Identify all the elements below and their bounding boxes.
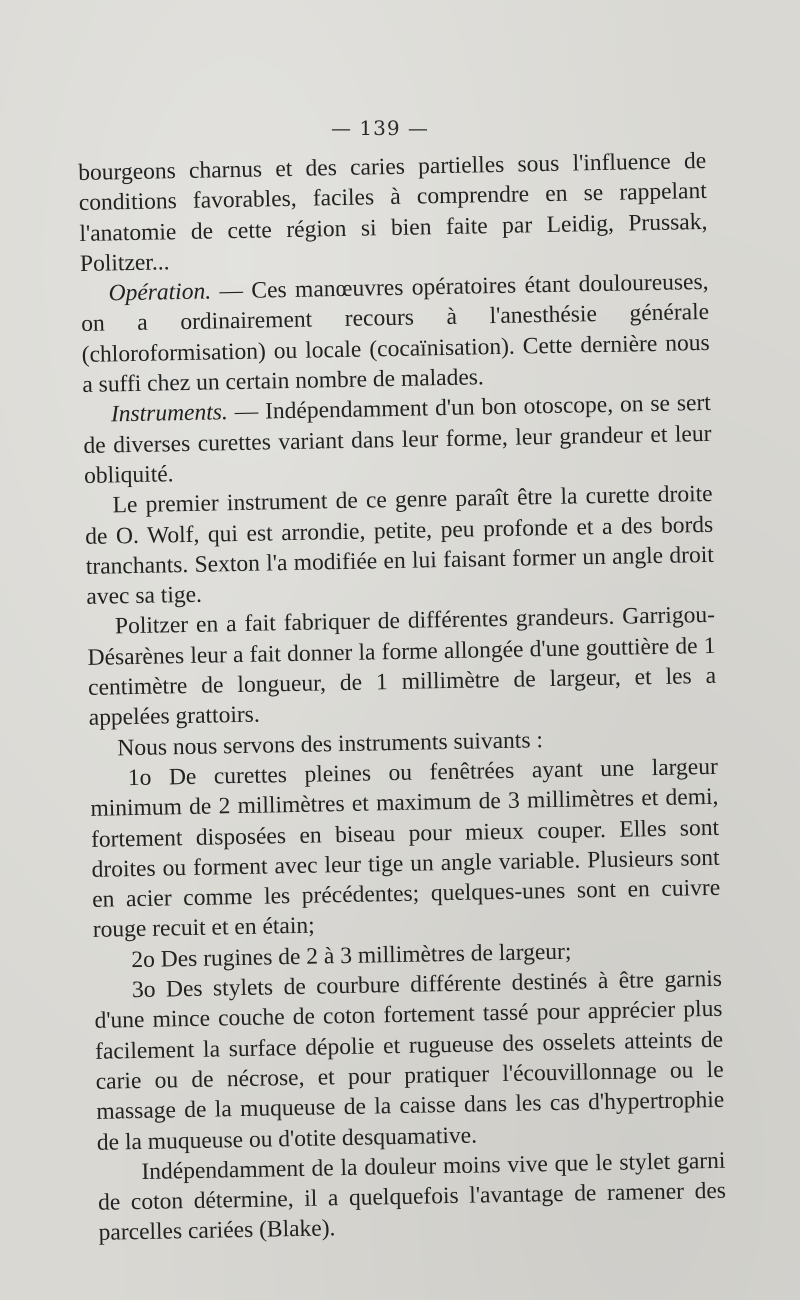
body-text <box>78 146 727 1249</box>
paragraph-text: — Ces manœuvres opératoires étant douloureuses, on a ordinairement recours à l'anesthésie générale (chloroformisation) ou locale (cocaïnisation). Cette dernière nous a suffi chez un certain nombre de malades. <box>80 269 710 399</box>
paragraph-text: — Indépendamment d'un bon otoscope, on se sert de diverses curettes variant dans leur forme, leur grandeur et leur obliquité. <box>83 390 712 489</box>
section-heading-instruments: Instruments. <box>110 399 229 428</box>
paragraph-operation <box>80 267 710 400</box>
paragraph: bourgeons charnus et des caries partielles sous l'influence de conditions favorables, faciles à comprendre en se rappelant l'anatomie de cette région si bien faite par Leidig, Prussak, Politzer... <box>78 147 708 277</box>
list-item: 2o Des rugines de 2 à 3 millimètres de largeur; <box>131 938 572 973</box>
list-item: 1o De curettes pleines ou fenêtrées ayant une largeur minimum de 2 millimètres et maximum de 3 millimètres et demi, fortement disposées en biseau pour mieux couper. Elles sont droites ou forment avec leur tige un angle variable. Plusieurs sont en acier comme les précédentes; quelques-unes sont en cuivre rouge recuit et en étain; <box>90 753 721 944</box>
paragraph: Nous nous servons des instruments suivants : <box>117 726 544 761</box>
page-number: — 139 — <box>331 116 429 140</box>
section-heading-operation: Opération. <box>108 278 212 307</box>
paragraph: Le premier instrument de ce genre paraît être la curette droite de O. Wolf, qui est arrondie, petite, peu profonde et a des bords tranchants. Sexton l'a modifiée en lui faisant former un angle droit avec sa tige. <box>85 481 714 611</box>
list-item: 3o Des stylets de courbure différente destinés à être garnis d'une mince couche de coton fortement tassé pour apprécier plus facilement la surface dépolie et rugueuse des osselets atteints de carie ou de nécrose, et pour pratiquer l'écouvillonnage ou le massage de la muqueuse de la caisse dans les cas d'hypertrophie de la muqueuse ou d'otite desquamative. <box>94 965 725 1156</box>
paragraph-instruments <box>83 388 713 491</box>
paragraph: Indépendamment de la douleur moins vive que le stylet garni de coton détermine, il a quelquefois l'avantage de ramener des parcelles cariées (Blake). <box>97 1147 727 1247</box>
paragraph: Politzer en a fait fabriquer de différentes grandeurs. Garrigou-Désarènes leur a fait donner la forme allongée d'une gouttière de 1 centimètre de longueur, de 1 millimètre de largeur, et les a appelées grattoirs. <box>87 602 717 732</box>
